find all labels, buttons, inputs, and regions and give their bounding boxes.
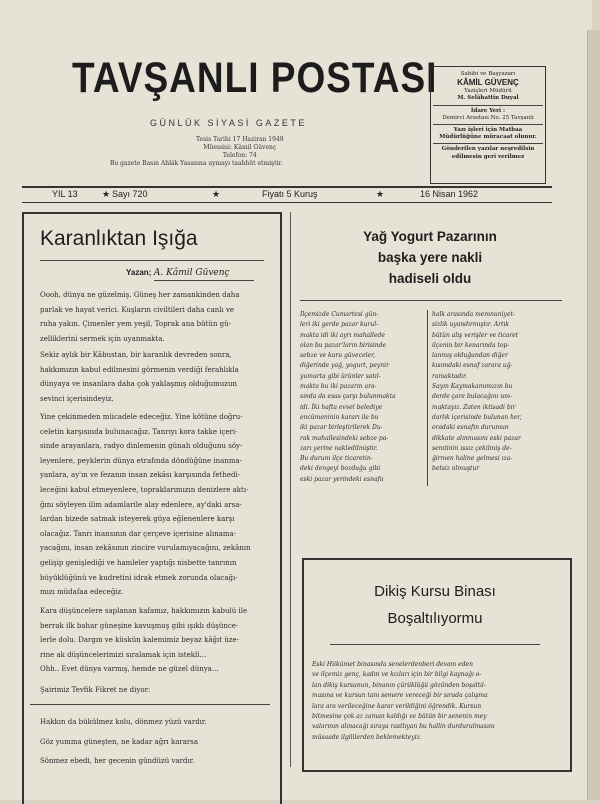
byline-name: A. Kâmil Güvenç — [153, 268, 230, 278]
issue-bar — [22, 186, 552, 203]
title-line: başka yere nakli — [377, 250, 483, 265]
text-line: encümeninin kararı ile bu — [300, 413, 379, 421]
printing-note: Yazı işleri için Matbaa Müdürlüğüne müracaat olunur. — [439, 127, 537, 141]
issue-year: YIL 13 — [52, 189, 78, 199]
text-line: sinde arayanlara, radyo dinlemenin günah olduğunu söy- — [40, 442, 243, 451]
text-line: ve ilçemiz genç, kadın ve kızları için bir bilgi kaynağı o- — [312, 671, 482, 679]
text-line: ilçenin bir kenarında top- — [432, 341, 510, 349]
text-line: leceğini kabul etmeyenlere, topraklarımızın denizlere aktı- — [40, 485, 249, 494]
poem-line: Hakkın da bükülmez kolu, dönmez yüzü vardır. — [40, 718, 207, 726]
text-line: Bu durum ilçe ticaretin- — [300, 455, 373, 463]
text-line: Sekiz aylık bir Kâbustan, bir karanlık devreden sonra, — [40, 351, 232, 359]
divider — [433, 124, 543, 125]
star-icon: ★ — [102, 189, 111, 199]
text-line: gelişip genişlediği ve hamleler yaptığı nisbette tanrının — [40, 558, 237, 567]
text-line: Eski Hükümet binasında senelerdenberi devam eden — [312, 661, 473, 668]
column-rule — [290, 212, 291, 767]
text-line: kısımdaki esnaf zarara uğ- — [432, 362, 513, 370]
text-line: Kara düşüncelere saplanan kafamız, hakkımızın kabulü ile — [40, 607, 248, 615]
text-line: deki dengeyi bozduğu gibi — [300, 465, 381, 473]
text-line: lardan bizede satmak isteyerek güya eğlenenlere karşı — [40, 515, 235, 524]
text-line: lan dikiş kursunun, binanın çürüklüğü gözünden boşaltıl- — [312, 681, 486, 689]
founding-date: Tesis Tarihi 17 Haziran 1949 — [196, 136, 284, 143]
text-line: iki pazar birleştirilerek Du- — [300, 424, 383, 432]
divider — [433, 143, 543, 144]
poem — [40, 713, 207, 772]
text-line: ğirmen haline gelmesi ıza- — [432, 455, 513, 463]
text-line: Oooh, dünya ne güzelmiş. Güneş her zamankinden daha — [40, 291, 240, 299]
issue-date: 16 Nisan 1962 — [420, 189, 479, 199]
text-line: dünyaya ve insanlara daha çok yaklaşmış olduğumuzun — [40, 380, 237, 389]
boxed-article-title — [306, 578, 564, 632]
text-line: lara ara verileceğine karar verildiğini öğrendik. Kursun — [312, 702, 482, 710]
text-line: eski pazar yerindeki esnafıı — [300, 475, 384, 483]
text-line: İlçemizde Cumartesi gün- — [300, 311, 379, 318]
paragraph-2 — [40, 348, 239, 406]
text-line: leyenlere, peyklerin dünya etrafında döndüğüne inanma- — [40, 456, 243, 465]
byline-label: Yazan; — [126, 268, 152, 277]
text-line: derde çare bulacağını um- — [432, 393, 512, 401]
text-line: yanlara, ay'ın ve fezanın insan zekâsı karşısında fethedi- — [40, 471, 241, 480]
text-line: diğerinde yağ, yogurt, peynir — [300, 362, 389, 370]
text-line: berrak ilk bahar güneşine kavuşmuş gibi ışıklı düşünce- — [40, 621, 239, 630]
founder: Müessisi: Kâmil Güvenç — [203, 144, 277, 151]
poet-intro: Şairimiz Tevfik Fikret ne diyor: — [40, 686, 151, 694]
text-line: hakkımızın kabul edilmesini görmenin verdiği ferahlıkla — [40, 365, 239, 374]
text-line: lerle dolu. Dargın ve küskün kalemimiz beyaz kâğıt üze- — [40, 636, 239, 645]
editor-name: M. Selâhattin Duyal — [457, 95, 519, 102]
phone: Telefon: 74 — [222, 152, 257, 159]
returns-note: Gönderilen yazılar neşredilsin edilmesin geri verilmez — [441, 146, 535, 160]
text-line: sizlik uyandırmıştır. Artık — [432, 321, 510, 329]
poem-line: Göz yumma güneşten, ne kadar ağrı kararsa — [40, 737, 199, 746]
office-label: İdare Yeri : — [470, 107, 506, 114]
paragraph-4 — [40, 604, 247, 677]
text-line: celetin karşısında bulunacağız. Tanrıyı kora takke içeri- — [40, 427, 238, 436]
paragraph-3 — [40, 410, 251, 600]
text-line: yacağını, insan zekâsının zincire vurulamıyacağını, zekânın — [40, 544, 251, 553]
text-line: yumurta gibi ürünler satıl- — [300, 372, 381, 380]
text-line: sında da esas çarşı bulunmakta — [300, 393, 396, 401]
text-line: Sayın Kaymakamımızın bu — [432, 383, 513, 391]
text-line: dikkate alınmasını eski pazar — [432, 434, 521, 442]
text-line: darlık içerisinde bulunan her, — [432, 413, 522, 421]
text-line: Yine çekinmeden mücadele edeceğiz. Yine kötüne doğru- — [40, 413, 243, 421]
text-line: makta bu iki pazarın ara- — [300, 383, 377, 391]
newspaper-title: TAVŞANLI POSTASI — [72, 54, 438, 102]
text-line: sevinci içerisindeyiz. — [40, 394, 114, 403]
issue-number: Sayı 720 — [112, 189, 148, 199]
star-icon: ★ — [376, 189, 385, 199]
text-line: olacağız. Tanrı inansının dar çerçeve içerisine alınama- — [40, 529, 237, 538]
editor-label: Yazişleri Müdürü — [464, 88, 512, 95]
ethics-note: Bu gazete Basın Ahlâk Yasasına uymayı taahhüt etmiştir. — [110, 160, 283, 167]
title-line: Boşaltılıyormu — [387, 610, 483, 627]
text-line: sebze ve kuru güveceler, — [300, 352, 376, 360]
text-line: oradaki esnafın durumun — [432, 424, 509, 432]
text-line: mızı müdafaa edeceğiz. — [40, 588, 124, 597]
title-rule — [330, 644, 540, 645]
publisher-infobox — [430, 66, 546, 184]
boxed-article-body — [312, 660, 495, 743]
owner-label: Sahibi ve Başyazarı — [460, 71, 516, 77]
title-line: hadiseli oldu — [388, 271, 472, 286]
title-line: Dikiş Kursu Binası — [374, 583, 496, 600]
text-line: zelliklerini sermek için uyanmakta. — [40, 334, 165, 343]
byline-rule — [154, 280, 254, 281]
text-line: makta idi iki ayrı mahallede — [300, 331, 385, 339]
text-line: ramaktadır. — [432, 372, 468, 380]
text-line: leri iki gerde pazar kurul- — [300, 321, 379, 329]
divider — [433, 105, 543, 106]
byline — [126, 268, 230, 278]
text-line: valarının alınacağı sıraya rastlıyan bu hallin durdurulmasını — [312, 723, 495, 731]
text-line: idi. İki hafta evvel belediye — [300, 403, 383, 411]
title-rule — [300, 300, 562, 301]
poem-rule — [30, 704, 270, 705]
right-article-col1 — [300, 310, 396, 485]
text-line: müsaade ilgililerden beklemekteyiz. — [312, 733, 422, 741]
text-line: bitmesine çok az zaman kaldığı ve bütün bir senenin mey — [312, 713, 487, 721]
right-article-col2 — [432, 310, 522, 475]
text-line: betsiz olmuştur — [432, 465, 480, 473]
founding-info — [196, 136, 284, 160]
text-line: rine ak düşüncelerimizi sıralamak için istekli... — [40, 650, 207, 659]
text-line: maktayız. Zaten iktisadi bir — [432, 403, 516, 411]
owner-name: KÂMİL GÜVENÇ — [457, 78, 519, 88]
text-line: ruha yakın. Çimenler yem yeşil, Toprak ana bütün gü- — [40, 320, 232, 329]
text-line: lanmış olduğundan diğer — [432, 352, 508, 360]
paragraph-1 — [40, 288, 239, 346]
text-line: ğını söyleyen ilim adamlarile alay edenlere, ay'daki arsa- — [40, 500, 242, 509]
issue-price: Fiyatı 5 Kuruş — [262, 189, 318, 199]
star-icon: ★ — [212, 189, 221, 199]
column-rule — [427, 310, 428, 486]
text-line: rak mahallesindeki sebze pa- — [300, 434, 389, 442]
text-line: parlak ve hayat verici. Kuşların civiltileri daha canlı ve — [40, 305, 235, 314]
title-rule — [40, 260, 264, 261]
text-line: halk arasında memnuniyet- — [432, 311, 515, 318]
text-line: masına ve kursun tam semere vereceği bir sırada çalışma — [312, 692, 488, 700]
poem-line: Sönmez ebedi, her gecenin gündüzü vardır. — [40, 757, 195, 765]
paper-edge — [587, 30, 600, 800]
left-article-title: Karanlıktan Işığa — [40, 227, 198, 250]
text-line: büyüklüğünü ve kudretini idrak etmek zorunda olacağı- — [40, 573, 238, 582]
text-line: olan bu pazar'ların birisinde — [300, 341, 387, 349]
text-line: zarı yerine nakledilmiştir. — [300, 444, 378, 452]
title-line: Yağ Yogurt Pazarının — [363, 229, 497, 244]
office-address: Demirci Arastası No. 25 Tavşanlı — [442, 114, 534, 121]
right-article-title — [300, 226, 560, 289]
text-line: bütün alış verişler ve ticaret — [432, 331, 519, 339]
text-line: Ohh.. Evet dünya varmış, hemde ne güzel dünya... — [40, 665, 219, 674]
newspaper-subtitle: GÜNLÜK SİYASİ GAZETE — [150, 118, 307, 128]
text-line: semtinin ıssız çekilmiş de- — [432, 444, 512, 452]
